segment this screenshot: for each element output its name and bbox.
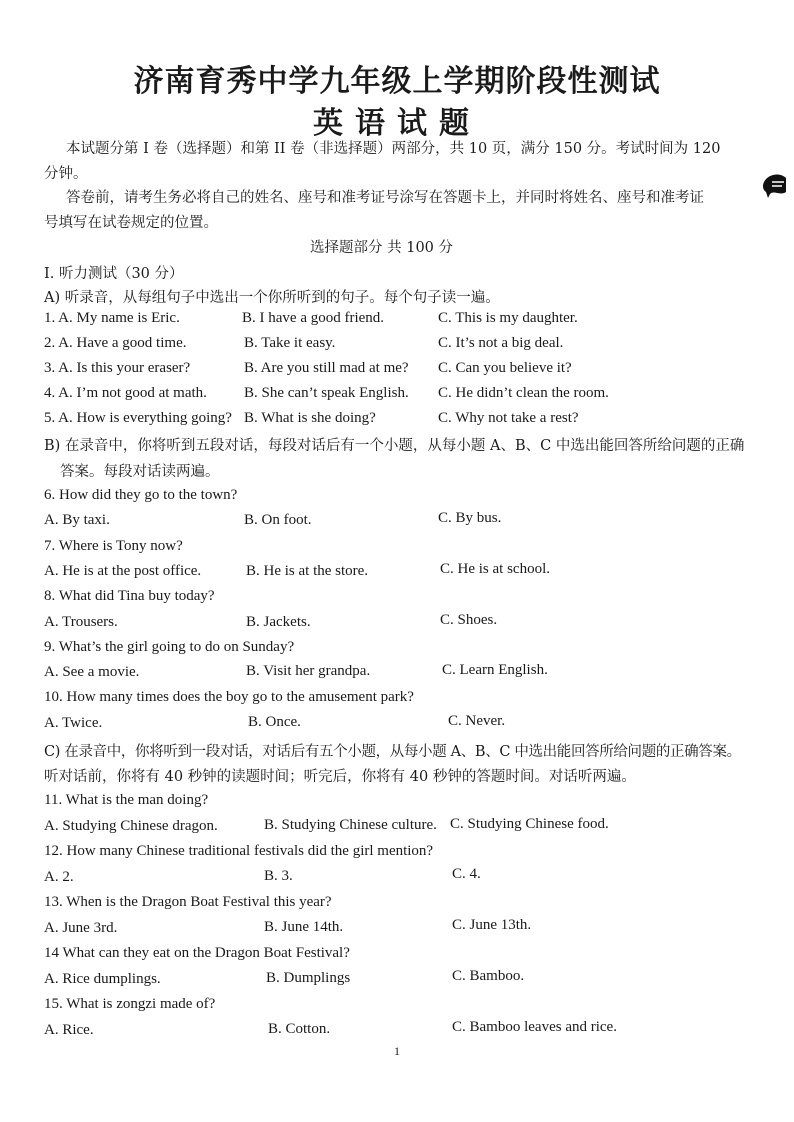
scan-blot-mark [760,170,788,200]
q11-option-c: C. Studying Chinese food. [450,816,609,832]
q5-option-b: B. What is she doing? [244,410,376,426]
q8-question: 8. What did Tina buy today? [44,588,215,604]
q1-option-c: C. This is my daughter. [438,310,578,326]
q14-option-c: C. Bamboo. [452,968,525,984]
part-a-instruction: A) 听录音，从每组句子中选出一个你所听到的句子。每个句子读一遍。 [44,290,500,306]
q14-question: 14 What can they eat on the Dragon Boat Festival? [44,945,350,961]
q13-option-a: A. June 3rd. [44,920,118,936]
q11-question: 11. What is the man doing? [44,792,209,808]
q5-option-a: 5. A. How is everything going? [44,410,232,426]
q3-option-c: C. Can you believe it? [438,360,572,376]
q14-option-b: B. Dumplings [266,970,351,986]
intro-line-2: 分钟。 [44,166,88,182]
q7-option-c: C. He is at school. [440,561,550,577]
q6-option-c: C. By bus. [438,510,502,526]
section-header: 选择题部分 共 100 分 [310,240,454,256]
q9-question: 9. What’s the girl going to do on Sunday? [44,639,295,655]
q7-option-b: B. He is at the store. [246,563,369,579]
part-c-instruction-2: 听对话前，你将有 40 秒钟的读题时间；听完后，你将有 40 秒钟的答题时间。对话听两遍。 [44,769,636,785]
q2-option-b: B. Take it easy. [244,335,336,351]
intro-line-3: 答卷前，请考生务必将自己的姓名、座号和准考证号涂写在答题卡上，并同时将姓名、座号和准考证 [66,190,704,206]
q10-question: 10. How many times does the boy go to the amusement park? [44,689,414,705]
q9-option-a: A. See a movie. [44,664,140,680]
q3-option-b: B. Are you still mad at me? [244,360,409,376]
q11-option-b: B. Studying Chinese culture. [264,817,437,833]
q5-option-c: C. Why not take a rest? [438,410,579,426]
q15-question: 15. What is zongzi made of? [44,996,216,1012]
part-c-instruction-1: C) 在录音中，你将听到一段对话，对话后有五个小题，从每小题 A、B、C 中选出能回答所给问题的正确答案。 [44,744,741,760]
part-b-instruction-1: B) 在录音中，你将听到五段对话，每段对话后有一个小题，从每小题 A、B、C 中选出能回答所给问题的正确 [44,438,745,454]
q2-option-c: C. It’s not a big deal. [438,335,564,351]
q8-option-a: A. Trousers. [44,614,118,630]
q4-option-a: 4. A. I’m not good at math. [44,385,207,401]
q13-option-c: C. June 13th. [452,917,532,933]
q11-option-a: A. Studying Chinese dragon. [44,818,218,834]
q15-option-a: A. Rice. [44,1022,94,1038]
q3-option-a: 3. A. Is this your eraser? [44,360,191,376]
q8-option-b: B. Jackets. [246,614,311,630]
q6-question: 6. How did they go to the town? [44,487,238,503]
q1-option-b: B. I have a good friend. [242,310,385,326]
q4-option-b: B. She can’t speak English. [244,385,409,401]
part-b-instruction-2: 答案。每段对话读两遍。 [60,464,220,480]
part-1-title: I. 听力测试（30 分） [44,266,184,282]
q6-option-a: A. By taxi. [44,512,110,528]
intro-line-1: 本试题分第 I 卷（选择题）和第 II 卷（非选择题）两部分，共 10 页，满分 150 分。考试时间为 120 [66,141,721,157]
q6-option-b: B. On foot. [244,512,312,528]
intro-line-4: 号填写在试卷规定的位置。 [44,215,218,231]
subject-title: 英语试题 [313,106,481,141]
q12-question: 12. How many Chinese traditional festivals did the girl mention? [44,843,434,859]
q4-option-c: C. He didn’t clean the room. [438,385,609,401]
q9-option-b: B. Visit her grandpa. [246,663,371,679]
q13-option-b: B. June 14th. [264,919,344,935]
q12-option-c: C. 4. [452,866,481,882]
q12-option-a: A. 2. [44,869,74,885]
q10-option-c: C. Never. [448,713,506,729]
q10-option-b: B. Once. [248,714,301,730]
q1-option-a: 1. A. My name is Eric. [44,310,180,326]
q14-option-a: A. Rice dumplings. [44,971,161,987]
q7-option-a: A. He is at the post office. [44,563,202,579]
q10-option-a: A. Twice. [44,715,103,731]
page-number: 1 [394,1044,400,1058]
q15-option-b: B. Cotton. [268,1021,331,1037]
exam-title: 济南育秀中学九年级上学期阶段性测试 [133,64,661,99]
q13-question: 13. When is the Dragon Boat Festival this year? [44,894,332,910]
q15-option-c: C. Bamboo leaves and rice. [452,1019,617,1035]
q2-option-a: 2. A. Have a good time. [44,335,187,351]
q7-question: 7. Where is Tony now? [44,538,183,554]
q12-option-b: B. 3. [264,868,293,884]
q9-option-c: C. Learn English. [442,662,548,678]
q8-option-c: C. Shoes. [440,612,498,628]
